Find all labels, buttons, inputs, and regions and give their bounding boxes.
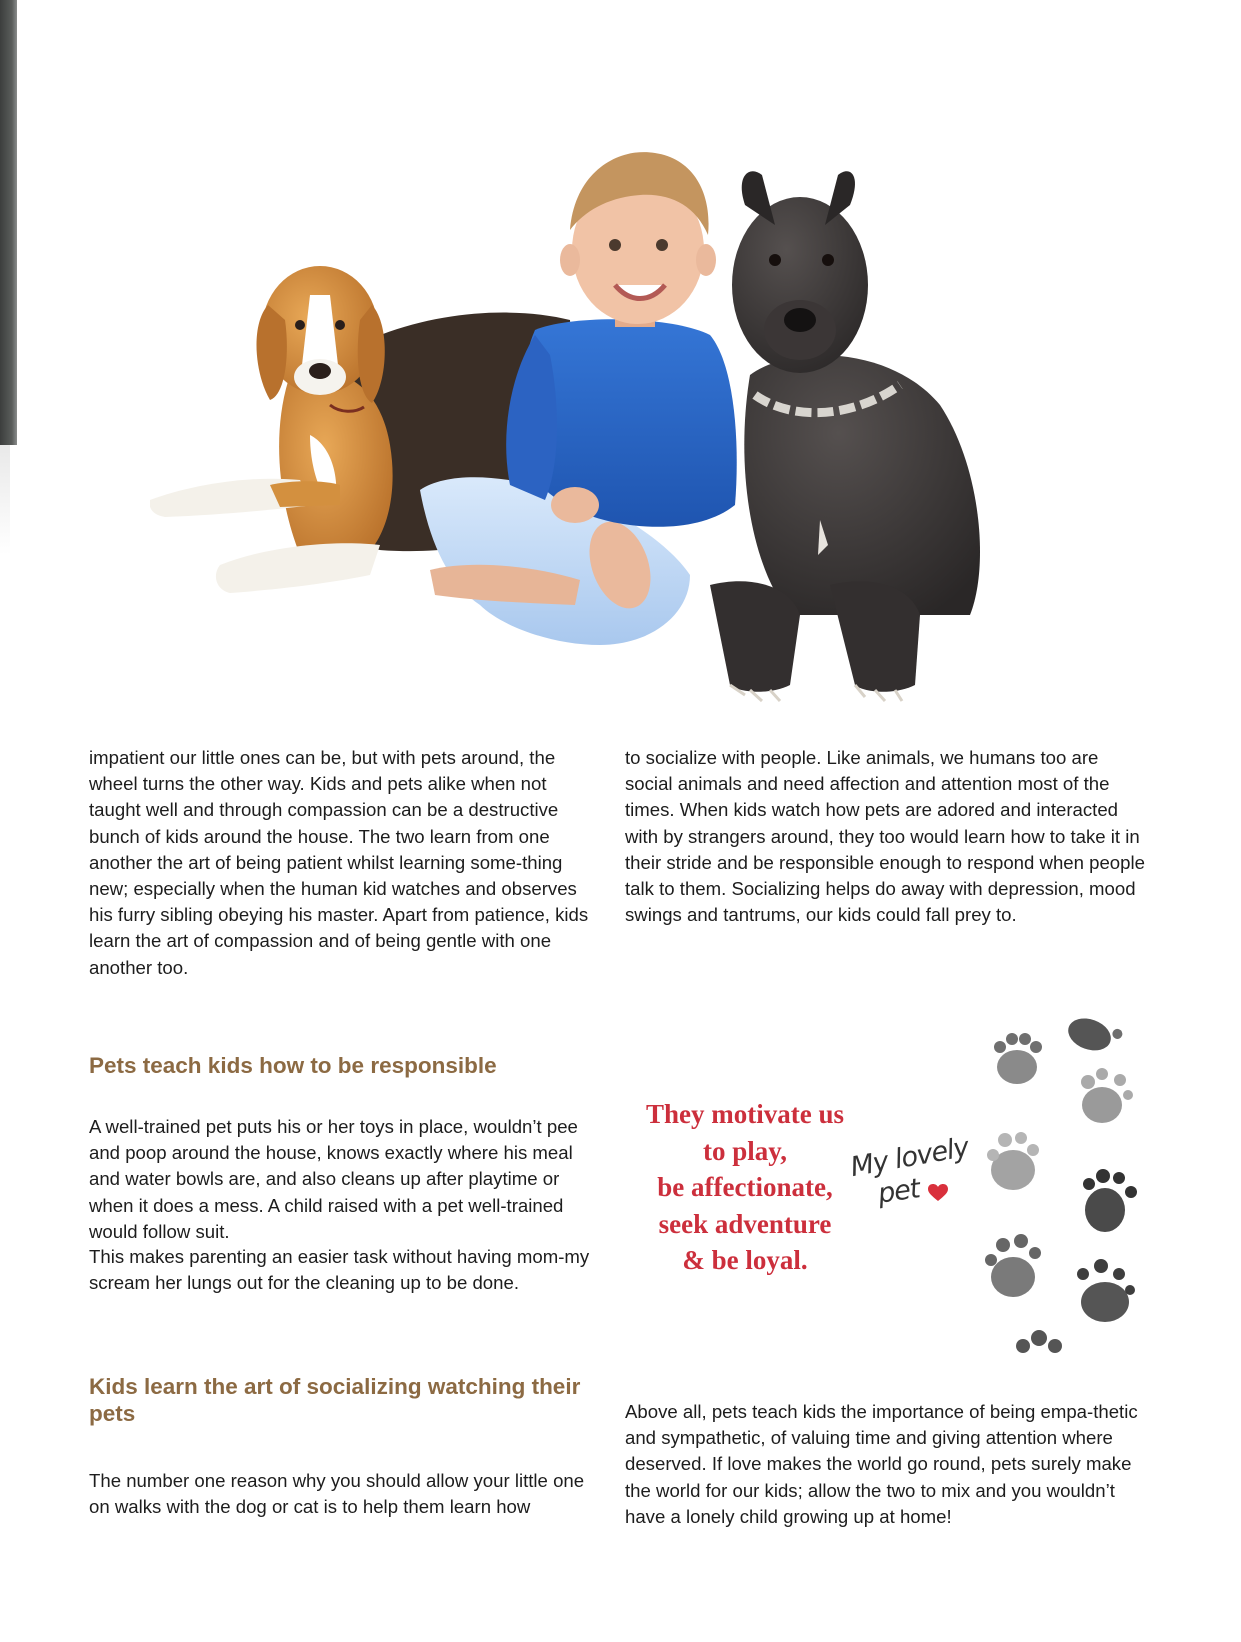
logo-text-line-2: pet — [876, 1173, 922, 1210]
paw-print-icon — [1083, 1169, 1137, 1232]
socializing-paragraph: The number one reason why you should allow your little one on walks with the dog or cat is to help them learn how — [89, 1470, 585, 1518]
intro-paragraph-col1: impatient our little ones can be, but with pets around, the wheel turns the other way. Kids and pets alike when not taught well and through compassion can be a destructive bunch of kids around the house. The two learn from one another the art of being patient whilst learning some-thing new; especially when the human kid watches and observes his furry sibling obeying his master. Apart from patience, kids learn the art of compassion and of being gentle with one another too. — [89, 747, 589, 978]
responsible-paragraph-2: This makes parenting an easier task without having mom-my scream her lungs out for the cleaning up to be done. — [89, 1246, 590, 1294]
pull-quote-line: to play, — [702, 1135, 788, 1166]
pull-quote-line: be affectionate, — [657, 1172, 833, 1202]
pull-quote — [615, 1096, 875, 1279]
closing-paragraph: Above all, pets teach kids the importance of being empa-thetic and sympathetic, of valuing time and giving attention where deserved. If love makes the world go round, pets surely make the world for our kids; allow the two to mix and you wouldn’t have a lonely child growing up at home! — [625, 1401, 1138, 1527]
my-lovely-pet-logo — [848, 1131, 980, 1216]
intro-paragraph-col2: to socialize with people. Like animals, we humans too are social animals and need affection and attention most of the times. When kids watch how pets are adored and interacted with by strangers around, they too would learn how to take it in their stride and be responsible enough to respond when people talk to them. Socializing helps do away with depression, mood swings and tantrums, our kids could fall prey to. — [625, 747, 1145, 926]
paw-print-icon — [994, 1033, 1042, 1084]
page-edge-fade — [0, 445, 10, 555]
pull-quote-line: They motivate us — [646, 1099, 844, 1129]
pull-quote-line: & be loyal. — [682, 1245, 808, 1275]
logo-text-line-1: My lovely — [848, 1131, 971, 1184]
paw-print-icon — [1081, 1068, 1133, 1123]
paw-print-icon — [1077, 1259, 1135, 1322]
pull-quote-line: seek adventure — [658, 1208, 832, 1239]
black-dog — [710, 171, 980, 701]
page-edge-strip — [0, 0, 17, 445]
hero-photo-kid-with-dogs — [150, 145, 1030, 715]
heart-icon — [928, 1184, 948, 1202]
heading-socializing: Kids learn the art of socializing watching their pets — [89, 1374, 581, 1426]
paw-print-icon — [987, 1132, 1039, 1190]
heading-pets-teach-responsibility: Pets teach kids how to be responsible — [89, 1053, 497, 1078]
paw-print-icon — [1016, 1330, 1062, 1353]
paw-prints-decoration — [975, 1010, 1160, 1355]
paw-print-icon — [985, 1234, 1041, 1297]
paw-print-icon — [1064, 1013, 1124, 1059]
responsible-paragraph: A well-trained pet puts his or her toys in place, wouldn’t pee and poop around the house, knows exactly where his meal and water bowls are, and also cleans up after playtime or when it does a mess. A child raised with a pet well-trained would follow suit. — [89, 1116, 578, 1242]
